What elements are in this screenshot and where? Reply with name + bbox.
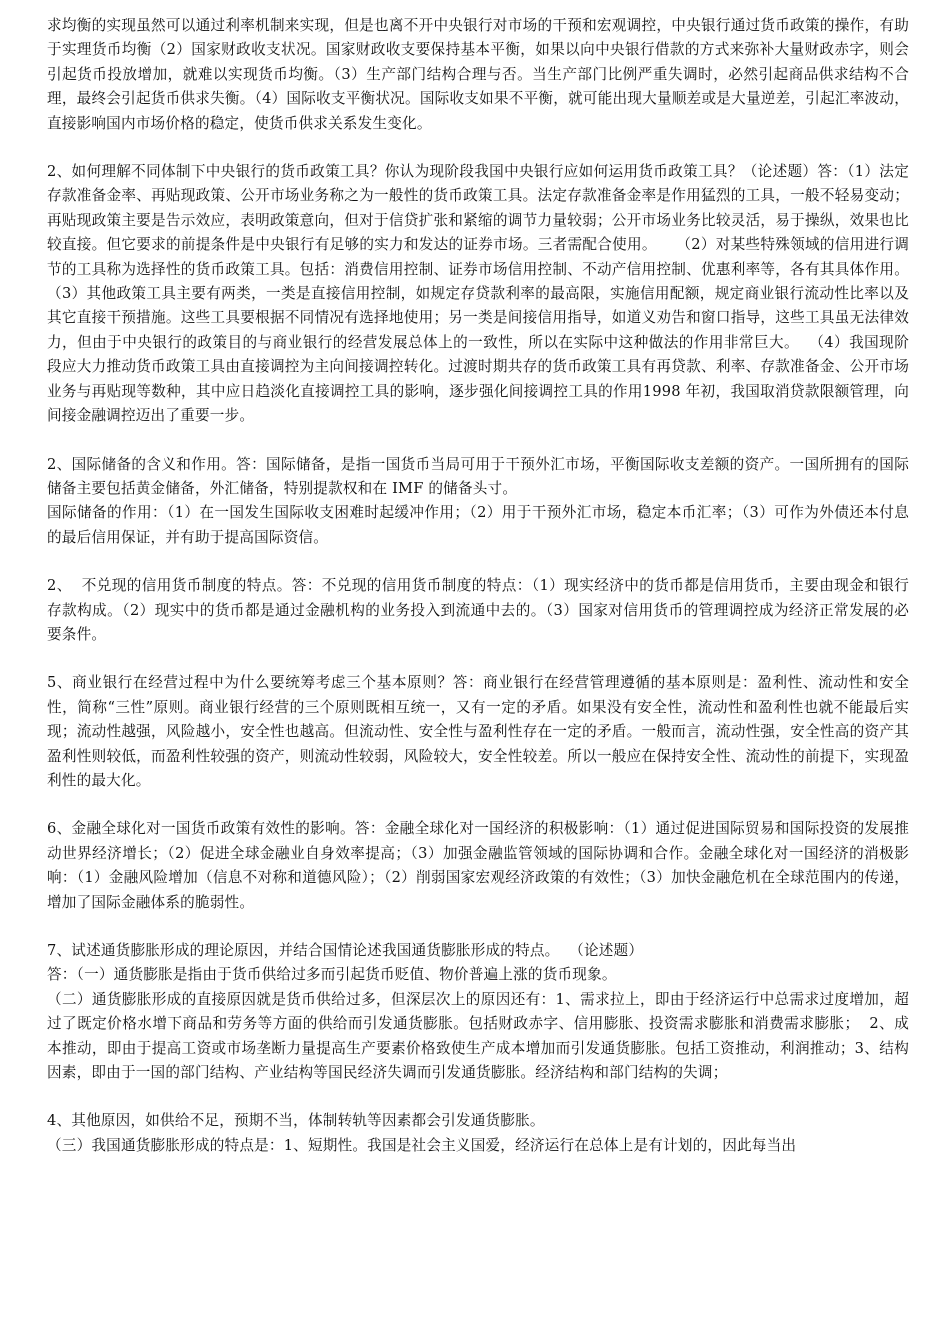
- paragraph-gap: [47, 550, 909, 574]
- paragraph: 5、商业银行在经营过程中为什么要统筹考虑三个基本原则？答：商业银行在经营管理遵循的基本原则是：盈利性、流动性和安全性，简称“三性”原则。商业银行经营的三个原则既相互统一，又有一定的矛盾。如果没有安全性，流动性和盈利性也就不能最后实现；流动性越强，风险越小，安全性也越高。但流动性、安全性与盈利性存在一定的矛盾。一般而言，流动性强，安全性高的资产其盈利性则较低，而盈利性较强的资产，则流动性较弱，风险较大，安全性较差。所以一般应在保持安全性、流动性的前提下，实现盈利性的最大化。: [47, 674, 909, 789]
- paragraph: 求均衡的实现虽然可以通过利率机制来实现，但是也离不开中央银行对市场的干预和宏观调控，中央银行通过货币政策的操作，有助于实理货币均衡（2）国家财政收支状况。国家财政收支要保持基本平衡，如果以向中央银行借款的方式来弥补大量财政赤字，则会引起货币投放增加，就难以实现货币均衡。（3）生产部门结构合理与否。当生产部门比例严重失调时，必然引起商品供求结构不合理，最终会引起货币供求失衡。（4）国际收支平衡状况。国际收支如果不平衡，就可能出现大量顺差或是大量逆差，引起汇率波动，直接影响国内市场价格的稳定，使货币供求关系发生变化。: [47, 17, 909, 132]
- paragraph: 2、如何理解不同体制下中央银行的货币政策工具？你认为现阶段我国中央银行应如何运用货币政策工具？（论述题）答：（1）法定存款准备金率、再贴现政策、公开市场业务称之为一般性的货币政策工具。法定存款准备金率是作用猛烈的工具，一般不轻易变动；再贴现政策主要是告示效应，表明政策意向，但对于信贷扩张和紧缩的调节力量较弱；公开市场业务比较灵活，易于操纵，效果也比较直接。但它要求的前提条件是中央银行有足够的实力和发达的证券市场。三者需配合使用。 （2）对某些特殊领域的信用进行调节的工具称为选择性的货币政策工具。包括：消费信用控制、证券市场信用控制、不动产信用控制、优惠利率等，各有其具体作用。 （3）其他政策工具主要有两类，一类是直接信用控制，如规定存贷款利率的最高限，实施信用配额，规定商业银行流动性比率以及其它直接干预措施。这些工具要根据不同情况有选择地使用；另一类是间接信用指导，如道义劝告和窗口指导，这些工具虽无法律效力，但由于中央银行的政策目的与商业银行的经营发展总体上的一致性，所以在实际中这种做法的作用非常巨大。 （4）我国现阶段应大力推动货币政策工具由直接调控为主向间接调控转化。过渡时期共存的货币政策工具有再贷款、利率、存款准备金、公开市场业务与再贴现等数种，其中应日趋淡化直接调控工具的影响，逐步强化间接调控工具的作用1998 年初，我国取消贷款限额管理，向间接金融调控迈出了重要一步。: [47, 163, 919, 425]
- paragraph: 4、其他原因，如供给不足，预期不当，体制转轨等因素都会引发通货膨胀。: [47, 1112, 545, 1130]
- paragraph: 2、 不兑现的信用货币制度的特点。答：不兑现的信用货币制度的特点：（1）现实经济中的货币都是信用货币，主要由现金和银行存款构成。（2）现实中的货币都是通过金融机构的业务投入到流通中去的。（3）国家对信用货币的管理调控成为经济正常发展的必要条件。: [47, 577, 909, 643]
- paragraph: （三）我国通货膨胀形成的特点是：1、短期性。我国是社会主义国爱，经济运行在总体上是有计划的，因此每当出: [47, 1136, 797, 1154]
- paragraph: 7、试述通货膨胀形成的理论原因，并结合国情论述我国通货膨胀形成的特点。 （论述题）: [47, 942, 644, 959]
- paragraph-gap: [47, 915, 909, 939]
- paragraph-gap: [47, 647, 909, 671]
- paragraph-gap: [47, 1085, 909, 1109]
- paragraph: 国际储备的作用：（1）在一国发生国际收支困难时起缓冲作用；（2）用于干预外汇市场，稳定本币汇率；（3）可作为外债还本付息的最后信用保证，并有助于提高国际资信。: [47, 504, 909, 546]
- paragraph: 2、国际储备的含义和作用。答：国际储备，是指一国货币当局可用于干预外汇市场，平衡国际收支差额的资产。一国所拥有的国际储备主要包括黄金储备，外汇储备，特别提款权和在 IMF 的储备头寸。: [47, 455, 909, 497]
- paragraph: 答：（一）通货膨胀是指由于货币供给过多而引起货币贬值、物价普遍上涨的货币现象。: [47, 966, 617, 984]
- paragraph: （二）通货膨胀形成的直接原因就是货币供给过多，但深层次上的原因还有：1、需求拉上，即由于经济运行中总需求过度增加，超过了既定价格水增下商品和劳务等方面的供给而引发通货膨胀。包括财政赤字、信用膨胀、投资需求膨胀和消费需求膨胀； 2、成本推动，即由于提高工资或市场垄断力量提高生产要素价格致使生产成本增加而引发通货膨胀。包括工资推动，利润推动；3、结构因素，即由于一国的部门结构、产业结构等国民经济失调而引发通货膨胀。经济结构和部门结构的失调；: [47, 990, 909, 1082]
- paragraph-gap: [47, 793, 909, 817]
- paragraph-gap: [47, 136, 909, 160]
- paragraph: 6、金融全球化对一国货币政策有效性的影响。答：金融全球化对一国经济的积极影响：（1）通过促进国际贸易和国际投资的发展推动世界经济增长；（2）促进全球金融业自身效率提高；（3）加强金融监管领域的国际协调和合作。金融全球化对一国经济的消极影响：（1）金融风险增加（信息不对称和道德风险）；（2）削弱国家宏观经济政策的有效性；（3）加快金融危机在全球范围内的传递，增加了国际金融体系的脆弱性。: [47, 820, 909, 911]
- paragraph-gap: [47, 429, 909, 453]
- document-page: [47, 14, 919, 1158]
